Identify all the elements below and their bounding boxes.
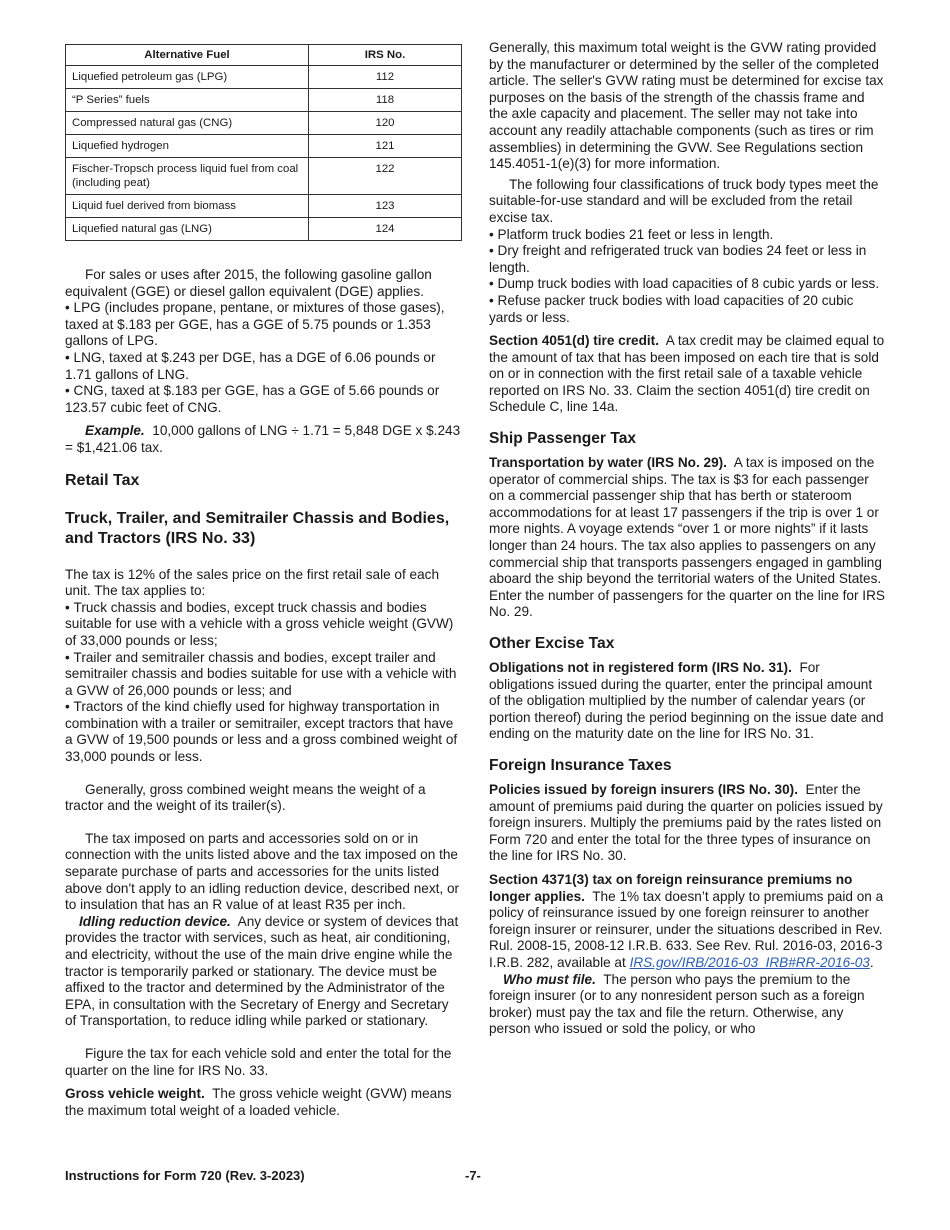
ship-paragraph — [489, 455, 886, 621]
idling-label: Idling reduction device. — [79, 913, 231, 929]
policies-text: Enter the amount of premiums paid during the quarter on policies issued by foreign insurers. Multiply the premiums paid by the rates listed on Form 720 and enter the total for the three types of insurance on the line for IRS No. 30. — [489, 781, 883, 864]
truck-section-heading: Truck, Trailer, and Semitrailer Chassis and Bodies, and Tractors (IRS No. 33) — [65, 509, 450, 547]
column-header-irs: IRS No. — [309, 45, 462, 66]
table-row — [66, 135, 462, 158]
body-type-bullet: • Platform truck bodies 21 feet or less in length. — [489, 227, 886, 244]
gge-bullet: • CNG, taxed at $.183 per GGE, has a GGE of 5.66 pounds or 123.57 cubic feet of CNG. — [65, 383, 463, 416]
example-text: 10,000 gallons of LNG ÷ 1.71 = 5,848 DGE x $.243 = $1,421.06 tax. — [65, 423, 461, 455]
retail-tax-heading: Retail Tax — [65, 471, 140, 489]
fuel-cell: Compressed natural gas (CNG) — [66, 112, 309, 135]
body-type-bullet: • Dump truck bodies with load capacities of 8 cubic yards or less. — [489, 276, 886, 293]
irs-cell: 124 — [309, 218, 462, 241]
irs-cell: 118 — [309, 89, 462, 112]
gge-bullet: • LPG (includes propane, pentane, or mixtures of those gases), taxed at $.183 per GGE, has a GGE of 5.75 pounds or 1.353 gallons of LPG. — [65, 300, 463, 350]
reinsurance-end: . — [869, 954, 874, 970]
fuel-cell: Liquid fuel derived from biomass — [66, 195, 309, 218]
table-row — [66, 158, 462, 195]
gvw-label: Gross vehicle weight. — [65, 1086, 205, 1102]
who-must-file-paragraph — [489, 972, 886, 1038]
reinsurance-label: Section 4371(3) tax on foreign reinsurance premiums no longer applies. — [489, 871, 853, 904]
irs-cell: 120 — [309, 112, 462, 135]
body-type-bullet: • Refuse packer truck bodies with load capacities of 20 cubic yards or less. — [489, 293, 886, 326]
gcw-paragraph: Generally, gross combined weight means the weight of a tractor and the weight of its trailer(s). — [65, 781, 426, 814]
tax-intro-paragraph: The tax is 12% of the sales price on the first retail sale of each unit. The tax applies to: — [65, 566, 440, 599]
gge-bullet: • LNG, taxed at $.243 per DGE, has a DGE of 6.06 pounds or 1.71 gallons of LNG. — [65, 350, 463, 383]
alternative-fuel-table — [65, 44, 462, 241]
table-row — [66, 66, 462, 89]
table-header-row — [66, 45, 462, 66]
fuel-cell: “P Series” fuels — [66, 89, 309, 112]
tire-credit-label: Section 4051(d) tire credit. — [489, 333, 659, 349]
fuel-cell: Fischer-Tropsch process liquid fuel from coal (including peat) — [66, 158, 309, 195]
gvw-paragraph — [65, 1086, 463, 1119]
ship-passenger-heading: Ship Passenger Tax — [489, 430, 637, 448]
column-header-fuel: Alternative Fuel — [66, 45, 309, 66]
irs-cell: 123 — [309, 195, 462, 218]
policies-label: Policies issued by foreign insurers (IRS No. 30). — [489, 781, 798, 797]
foreign-insurance-heading: Foreign Insurance Taxes — [489, 756, 672, 774]
example-label: Example. — [85, 423, 145, 439]
fuel-cell: Liquefied petroleum gas (LPG) — [66, 66, 309, 89]
obligations-text: For obligations issued during the quarter, enter the principal amount of the obligation multiplied by the number of calendar years (or portion thereof) during the period beginning on the issue date and ending on the maturity date on the line for IRS No. 31. — [489, 660, 884, 742]
tax-bullet: • Trailer and semitrailer chassis and bodies, except trailer and semitrailer chassis and bodies suitable for use with a vehicle with a GVW of 26,000 pounds or less; and — [65, 650, 463, 700]
irb-link[interactable]: IRS.gov/IRB/2016-03_IRB#RR-2016-03 — [629, 954, 870, 970]
obligations-paragraph — [489, 660, 886, 743]
reinsurance-text: The 1% tax doesn’t apply to premiums paid on a policy of reinsurance issued by one foreign reinsurer to another foreign insurer or reinsurer, under the situations described in Rev. Rul. 2008-15, 2008-12 I.R.B. 633. See Rev. Rul. 2016-03, 2016-3 I.R.B. 282, available at — [489, 888, 884, 970]
gvw-continued-paragraph: Generally, this maximum total weight is the GVW rating provided by the manufacturer or determined by the seller of the completed article. The seller's GVW rating must be determined for excise tax purposes on the basis of the strength of the chassis frame and the axle capacity and placement. The seller may not take into account any readily attachable components (such as tires or rim assemblies) in determining the GVW. See Regulations section 145.4051-1(e)(3) for more information. — [489, 40, 884, 172]
who-must-file-text: The person who pays the premium to the foreign insurer (or to any nonresident person such as a foreign broker) must pay the tax and file the return. Otherwise, any person who issued or sold the policy, or who — [489, 971, 865, 1037]
footer-title: Instructions for Form 720 (Rev. 3-2023) — [65, 1168, 305, 1183]
other-excise-heading: Other Excise Tax — [489, 635, 615, 652]
table-row — [66, 112, 462, 135]
left-column — [65, 40, 463, 1119]
table-row — [66, 195, 462, 218]
idling-text: Any device or system of devices that provides the tractor with services, such as heat, air conditioning, and electricity, without the use of the main drive engine while the tractor is temporarily parked or stationary. The device must be affixed to the tractor and determined by the Administrator of the EPA, in consultation with the Secretary of Energy and Secretary of Transportation, to reduce idling while parked or stationary. — [65, 913, 459, 1029]
irs-cell: 122 — [309, 158, 462, 195]
fuel-cell: Liquefied hydrogen — [66, 135, 309, 158]
idling-paragraph — [65, 914, 463, 1030]
ship-label: Transportation by water (IRS No. 29). — [489, 455, 727, 471]
who-must-file-label: Who must file. — [503, 971, 596, 987]
example-paragraph — [65, 423, 463, 456]
parts-paragraph: The tax imposed on parts and accessories sold on or in connection with the units listed above and the tax imposed on the separate purchase of parts and accessories for the units listed above don't apply to an idling reduction device, described next, or to insulation that has an R value of at least R35 per inch. — [65, 830, 460, 913]
page-number: -7- — [465, 1168, 481, 1183]
fuel-cell: Liquefied natural gas (LNG) — [66, 218, 309, 241]
policies-paragraph — [489, 782, 886, 865]
ship-text: A tax is imposed on the operator of commercial ships. The tax is $3 for each passenger on a commercial passenger ship that has berth or stateroom accommodations for at least 17 passengers if the trip is over 1 or more nights. A voyage extends “over 1 or more nights” if it lasts longer than 24 hours. The tax also applies to passengers on any commercial ship that transports passengers engaged in gambling aboard the ship beyond the territorial waters of the United States. Enter the number of passengers for the quarter on the line for IRS No. 29. — [489, 455, 885, 620]
reinsurance-paragraph — [489, 872, 886, 972]
table-row — [66, 218, 462, 241]
tax-bullet: • Truck chassis and bodies, except truck chassis and bodies suitable for use with a vehicle with a gross vehicle weight (GVW) of 33,000 pounds or less; — [65, 600, 463, 650]
tire-credit-text: A tax credit may be claimed equal to the amount of tax that has been imposed on each tire that is sold on or in connection with the first retail sale of a taxable vehicle reported on IRS No. 33. Claim the section 4051(d) tire credit on Schedule C, line 14a. — [489, 333, 885, 415]
tire-credit-paragraph — [489, 333, 886, 416]
gge-intro-paragraph: For sales or uses after 2015, the following gasoline gallon equivalent (GGE) or diesel gallon equivalent (DGE) applies. — [65, 267, 432, 299]
body-types-intro: The following four classifications of truck body types meet the suitable-for-use standard and will be excluded from the retail excise tax. — [489, 176, 879, 225]
irs-cell: 112 — [309, 66, 462, 89]
gvw-text: The gross vehicle weight (GVW) means the maximum total weight of a loaded vehicle. — [65, 1086, 452, 1118]
obligations-label: Obligations not in registered form (IRS No. 31). — [489, 660, 792, 675]
irs-cell: 121 — [309, 135, 462, 158]
page-footer — [65, 1168, 886, 1183]
tax-bullet: • Tractors of the kind chiefly used for highway transportation in combination with a trailer or semitrailer, except tractors that have a GVW of 19,500 pounds or less and a gross combined weight of 33,000 pounds or less. — [65, 699, 463, 765]
figure-paragraph: Figure the tax for each vehicle sold and enter the total for the quarter on the line for IRS No. 33. — [65, 1045, 452, 1078]
body-type-bullet: • Dry freight and refrigerated truck van bodies 24 feet or less in length. — [489, 243, 886, 276]
table-row — [66, 89, 462, 112]
right-column — [489, 40, 886, 1038]
